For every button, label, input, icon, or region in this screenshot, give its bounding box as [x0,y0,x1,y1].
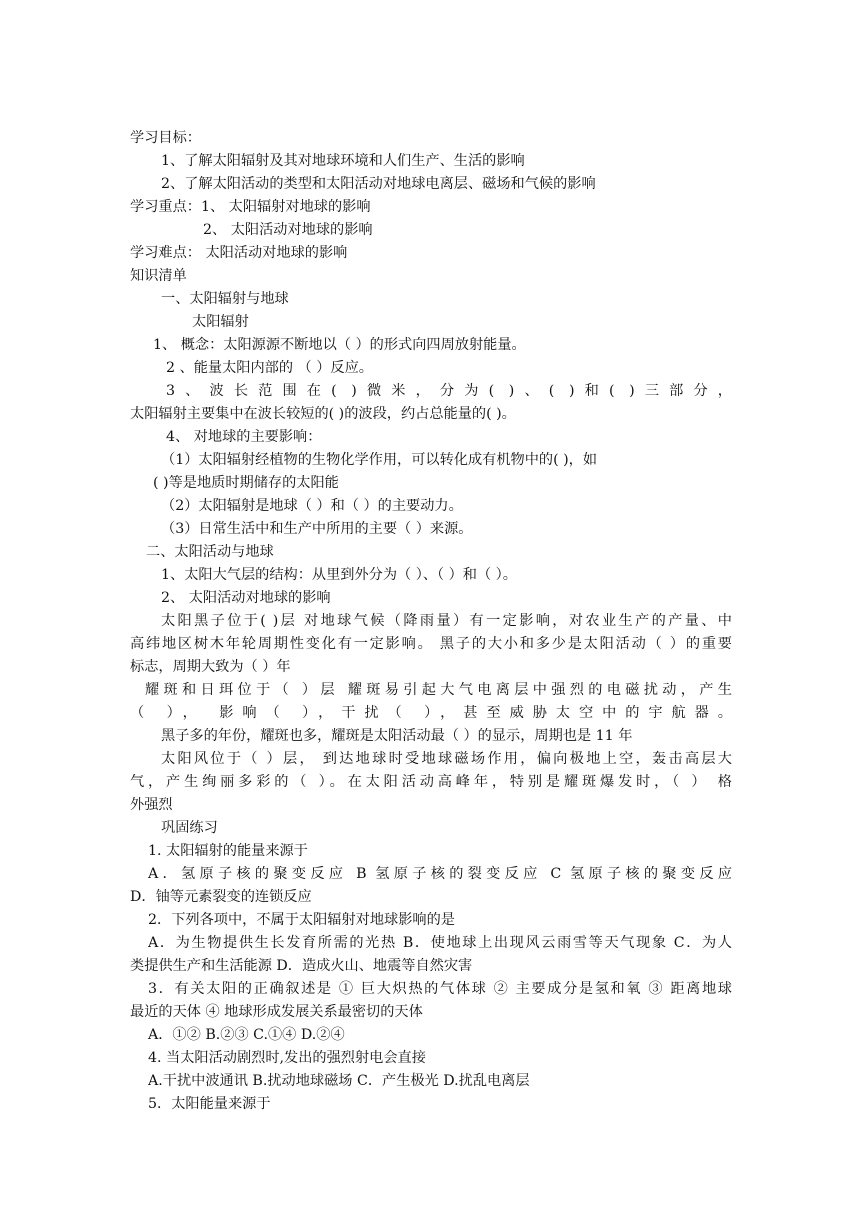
flare-line-2: （ ）， 影响（ ），干扰（ ），甚至威胁太空中的宇航器。 [130,705,732,721]
question-3-options: A．①② B.②③ C.①④ D.②④ [148,1027,345,1043]
question-2-options-b: 类提供生产和生活能源 D．造成火山、地震等自然灾害 [130,958,473,974]
impact-1: （1）太阳辐射经植物的生物化学作用，可以转化成有机物中的( )，如 [161,452,598,468]
question-4-options: A.干扰中波通讯 B.扰动地球磁场 C．产生极光 D.扰乱电离层 [148,1073,530,1089]
item-impact: 4、 对地球的主要影响： [166,429,322,445]
question-1: 1. 太阳辐射的能量来源于 [148,843,308,859]
question-2-options-a: A．为生物提供生长发育所需的光热 B．使地球上出现风云雨雪等天气现象 C．为人 [148,935,732,951]
question-4: 4. 当太阳活动剧烈时,发出的强烈射电会直接 [148,1050,426,1066]
goal-2: 2、了解太阳活动的类型和太阳活动对地球电离层、磁场和气候的影响 [161,176,596,192]
solar-wind-line-3: 外强烈 [130,797,173,813]
impact-3: （3）日常生活中和生产中所用的主要（ ）来源。 [161,521,473,537]
key-points-2: 2、 太阳活动对地球的影响 [203,222,373,238]
solar-radiation-subheading: 太阳辐射 [192,314,249,330]
question-5: 5．太阳能量来源于 [148,1096,271,1112]
solar-wind-line-1: 太阳风位于（ ）层， 到达地球时受地球磁场作用，偏向极地上空，轰击高层大 [161,751,732,767]
item-energy: 2 、能量太阳内部的 （ ）反应。 [166,360,373,376]
key-points-1: 学习重点：1、 太阳辐射对地球的影响 [130,199,371,215]
learning-goals-heading: 学习目标： [130,130,201,146]
sunspot-line-3: 标志，周期大致为（ ）年 [130,659,291,675]
question-1-options-b: D．铀等元素裂变的连锁反应 [130,889,312,905]
flare-line-3: 黑子多的年份，耀斑也多，耀斑是太阳活动最（ ）的显示，周期也是 11 年 [161,728,633,744]
question-1-options-a: A．氢原子核的聚变反应 B 氢原子核的裂变反应 C 氢原子核的聚变反应 [148,866,732,882]
impact-2: （2）太阳辐射是地球（ ）和（ ）的主要动力。 [161,498,463,514]
section-1-heading: 一、太阳辐射与地球 [161,291,289,307]
atmosphere-structure: 1、太阳大气层的结构：从里到外分为（ ）、（ ）和（ ）。 [161,567,517,583]
activity-impact-heading: 2、 太阳活动对地球的影响 [161,590,331,606]
goal-1: 1、了解太阳辐射及其对地球环境和人们生产、生活的影响 [161,153,525,169]
flare-line-1: 耀斑和日珥位于（ ）层 耀斑易引起大气电离层中强烈的电磁扰动，产生 [145,682,732,698]
sunspot-line-1: 太阳黑子位于( )层 对地球气候（降雨量）有一定影响，对农业生产的产量、中 [161,613,732,629]
question-2: 2．下列各项中，不属于太阳辐射对地球影响的是 [148,912,455,928]
item-wavelength: 3、波长范围在( )微米，分为( )、( )和( )三部分， [166,383,732,399]
impact-1-cont: ( )等是地质时期储存的太阳能 [153,475,339,491]
question-3-cont: 最近的天体 ④ 地球形成发展关系最密切的天体 [130,1004,423,1020]
solar-wind-line-2: 气，产生绚丽多彩的（ ）。在太阳活动高峰年，特别是耀斑爆发时，（ ） 格 [130,774,732,790]
item-concept: 1、 概念：太阳源源不断地以（ ）的形式向四周放射能量。 [153,337,526,353]
question-3: 3．有关太阳的正确叙述是 ① 巨大炽热的气体球 ② 主要成分是氢和氧 ③ 距离地球 [148,981,732,997]
difficult-points: 学习难点： 太阳活动对地球的影响 [130,245,348,261]
section-2-heading: 二、太阳活动与地球 [146,544,274,560]
item-wavelength-cont: 太阳辐射主要集中在波长较短的( )的波段，约占总能量的( )。 [130,406,516,422]
knowledge-list-heading: 知识清单 [130,268,187,284]
sunspot-line-2: 高纬地区树木年轮周期性变化有一定影响。 黑子的大小和多少是太阳活动（ ）的重要 [130,636,732,652]
practice-heading: 巩固练习 [161,820,218,836]
